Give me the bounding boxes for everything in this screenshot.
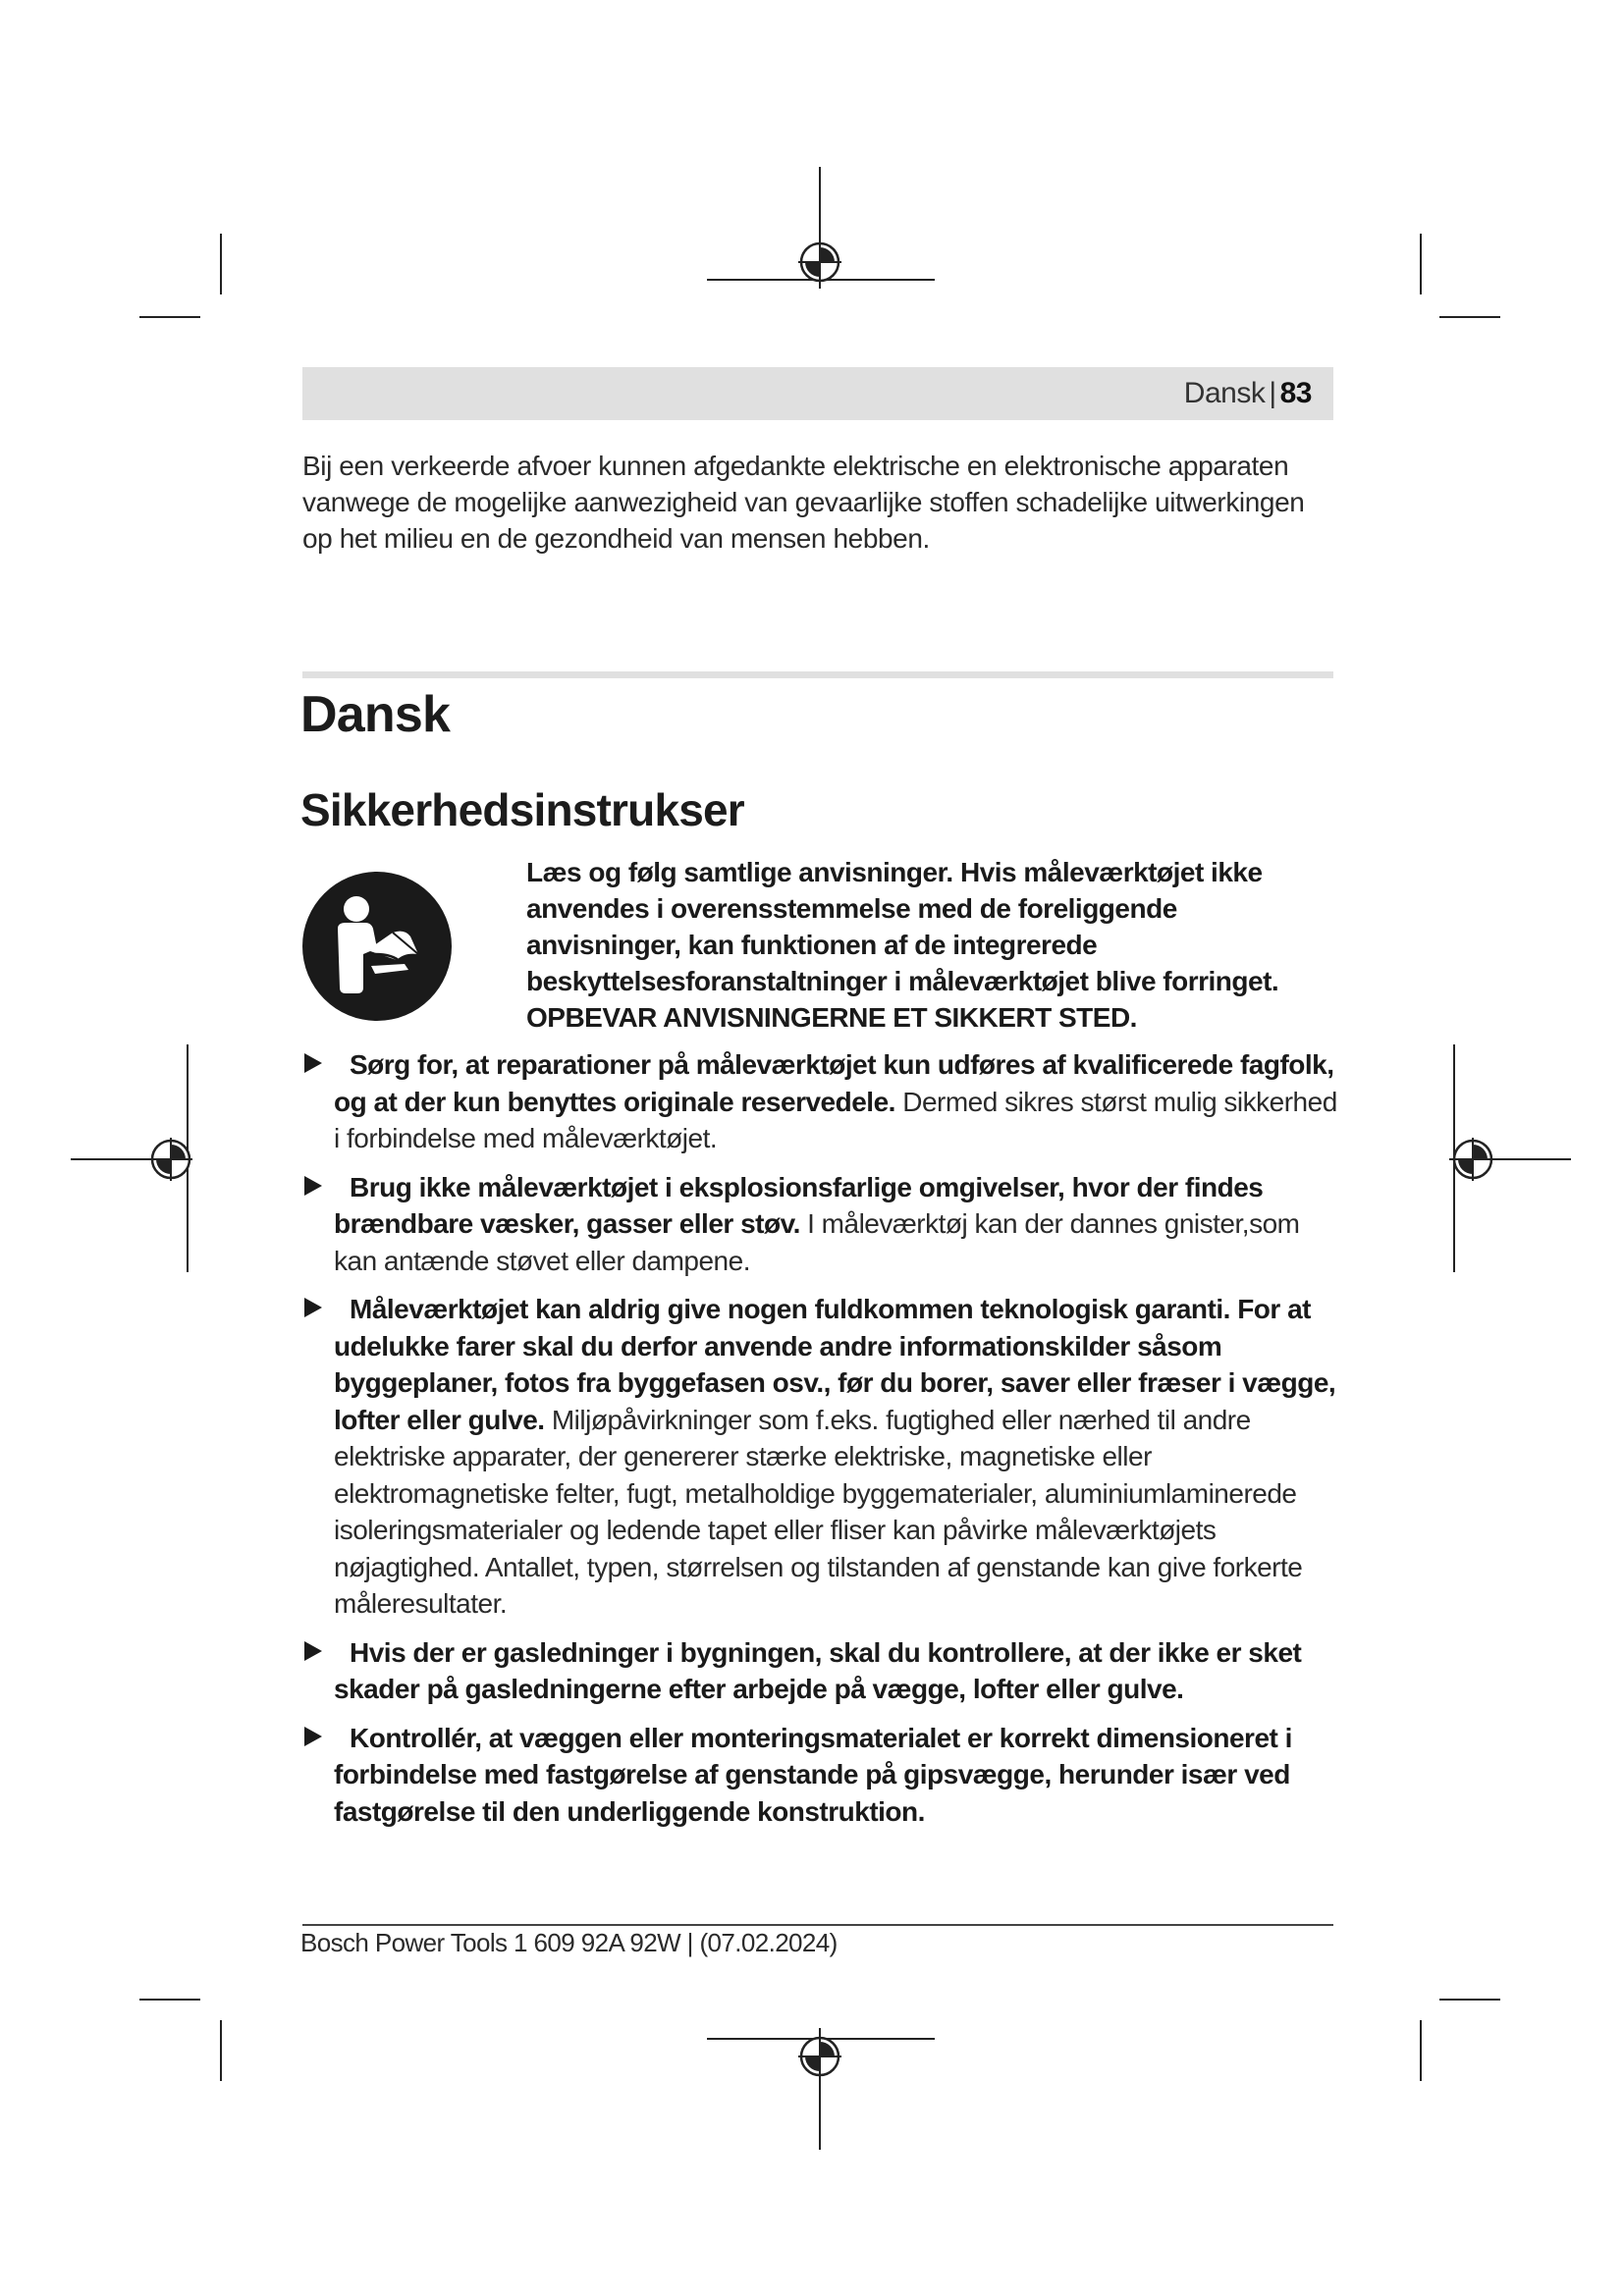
bullet-text: Miljøpåvirkninger som f.eks. fugtighed eller nærhed til andre elektriske apparater, der genererer stærke elektriske, magnetiske eller elektromagnetiske felter, fugt, metalholdige byggematerialer, aluminiumlaminerede isoleringsmaterialer og ledende tapet eller fliser kan påvirke måleværktøjets nøjagtighed. Antallet, typen, størrelsen og tilstanden af genstande kan give forkerte måleresultater. [334, 1404, 1303, 1619]
list-item [302, 1634, 1341, 1708]
read-manual-icon [302, 872, 452, 1021]
section-title: Dansk [300, 686, 451, 743]
header-section: Dansk [1183, 377, 1266, 409]
bullet-arrow-icon [304, 1296, 324, 1319]
section-divider [302, 671, 1333, 678]
bullet-bold-text: Sørg for, at reparationer på måleværktøjet kun udføres af kvalificerede fagfolk, og at der kun benyttes originale reservedele. [334, 1049, 1334, 1117]
page-number: 83 [1279, 377, 1312, 409]
list-item [302, 1291, 1341, 1623]
bullet-bold-text: Hvis der er gasledninger i bygningen, skal du kontrollere, at der ikke er sket skader på gasledningerne efter arbejde på vægge, lofter eller gulve. [334, 1636, 1302, 1704]
bullet-arrow-icon [304, 1725, 324, 1748]
crop-mark [1420, 2020, 1422, 2081]
crop-mark [1439, 1999, 1500, 2001]
bullet-arrow-icon [304, 1174, 324, 1198]
crop-mark [220, 234, 222, 294]
crop-mark [139, 316, 200, 318]
crop-mark [220, 2020, 222, 2081]
header-text [1184, 377, 1312, 410]
list-item [302, 1720, 1341, 1831]
bullet-bold-text: Kontrollér, at væggen eller monteringsmaterialet er korrekt dimensioneret i forbindelse med fastgørelse af genstande på gipsvægge, herunder især ved fastgørelse til den underliggende konstruktion. [334, 1722, 1292, 1827]
lead-notice: Læs og følg samtlige anvisninger. Hvis måleværktøjet ikke anvendes i overensstemmelse med de foreliggende anvisninger, kan funktionen af de integrerede beskyttelsesforanstaltninger i måleværktøjet blive forringet. OPBEVAR ANVISNINGERNE ET SIKKERT STED. [526, 857, 1279, 1033]
registration-target-icon [798, 240, 841, 284]
safety-list [302, 1046, 1341, 1842]
registration-target-icon [149, 1138, 192, 1181]
bullet-arrow-icon [304, 1639, 324, 1663]
registration-target-icon [798, 2035, 841, 2078]
bullet-arrow-icon [304, 1051, 324, 1075]
crop-mark [1439, 316, 1500, 318]
registration-target-icon [1451, 1138, 1494, 1181]
bullet-text: Dermed sikres størst mulig sikkerhed i forbindelse med måleværktøjet. [334, 1086, 1337, 1153]
bullet-bold-text: Måleværktøjet kan aldrig give nogen fuldkommen teknologisk garanti. For at udelukke farer skal du derfor anvende andre informationskilder såsom byggeplaner, fotos fra byggefasen osv., før du borer, saver eller fræser i vægge, lofter eller gulve. [334, 1294, 1336, 1435]
page-footer: Bosch Power Tools 1 609 92A 92W | (07.02.2024) [300, 1928, 838, 1957]
header-separator: | [1269, 377, 1276, 409]
footer-divider [302, 1924, 1333, 1926]
crop-mark [1420, 234, 1422, 294]
page-header [302, 367, 1333, 420]
list-item [302, 1169, 1341, 1280]
bullet-text: I måleværktøj kan der dannes gnister,som kan antænde støvet eller dampene. [334, 1208, 1300, 1276]
subsection-title: Sikkerhedsinstrukser [300, 784, 744, 835]
intro-paragraph: Bij een verkeerde afvoer kunnen afgedankte elektrische en elektronische apparaten vanwege de mogelijke aanwezigheid van gevaarlijke stoffen schadelijke uitwerkingen op het milieu en de gezondheid van mensen hebben. [302, 451, 1305, 554]
list-item [302, 1046, 1341, 1157]
bullet-bold-text: Brug ikke måleværktøjet i eksplosionsfarlige omgivelser, hvor der findes brændbare væsker, gasser eller støv. [334, 1171, 1264, 1239]
crop-mark [139, 1999, 200, 2001]
